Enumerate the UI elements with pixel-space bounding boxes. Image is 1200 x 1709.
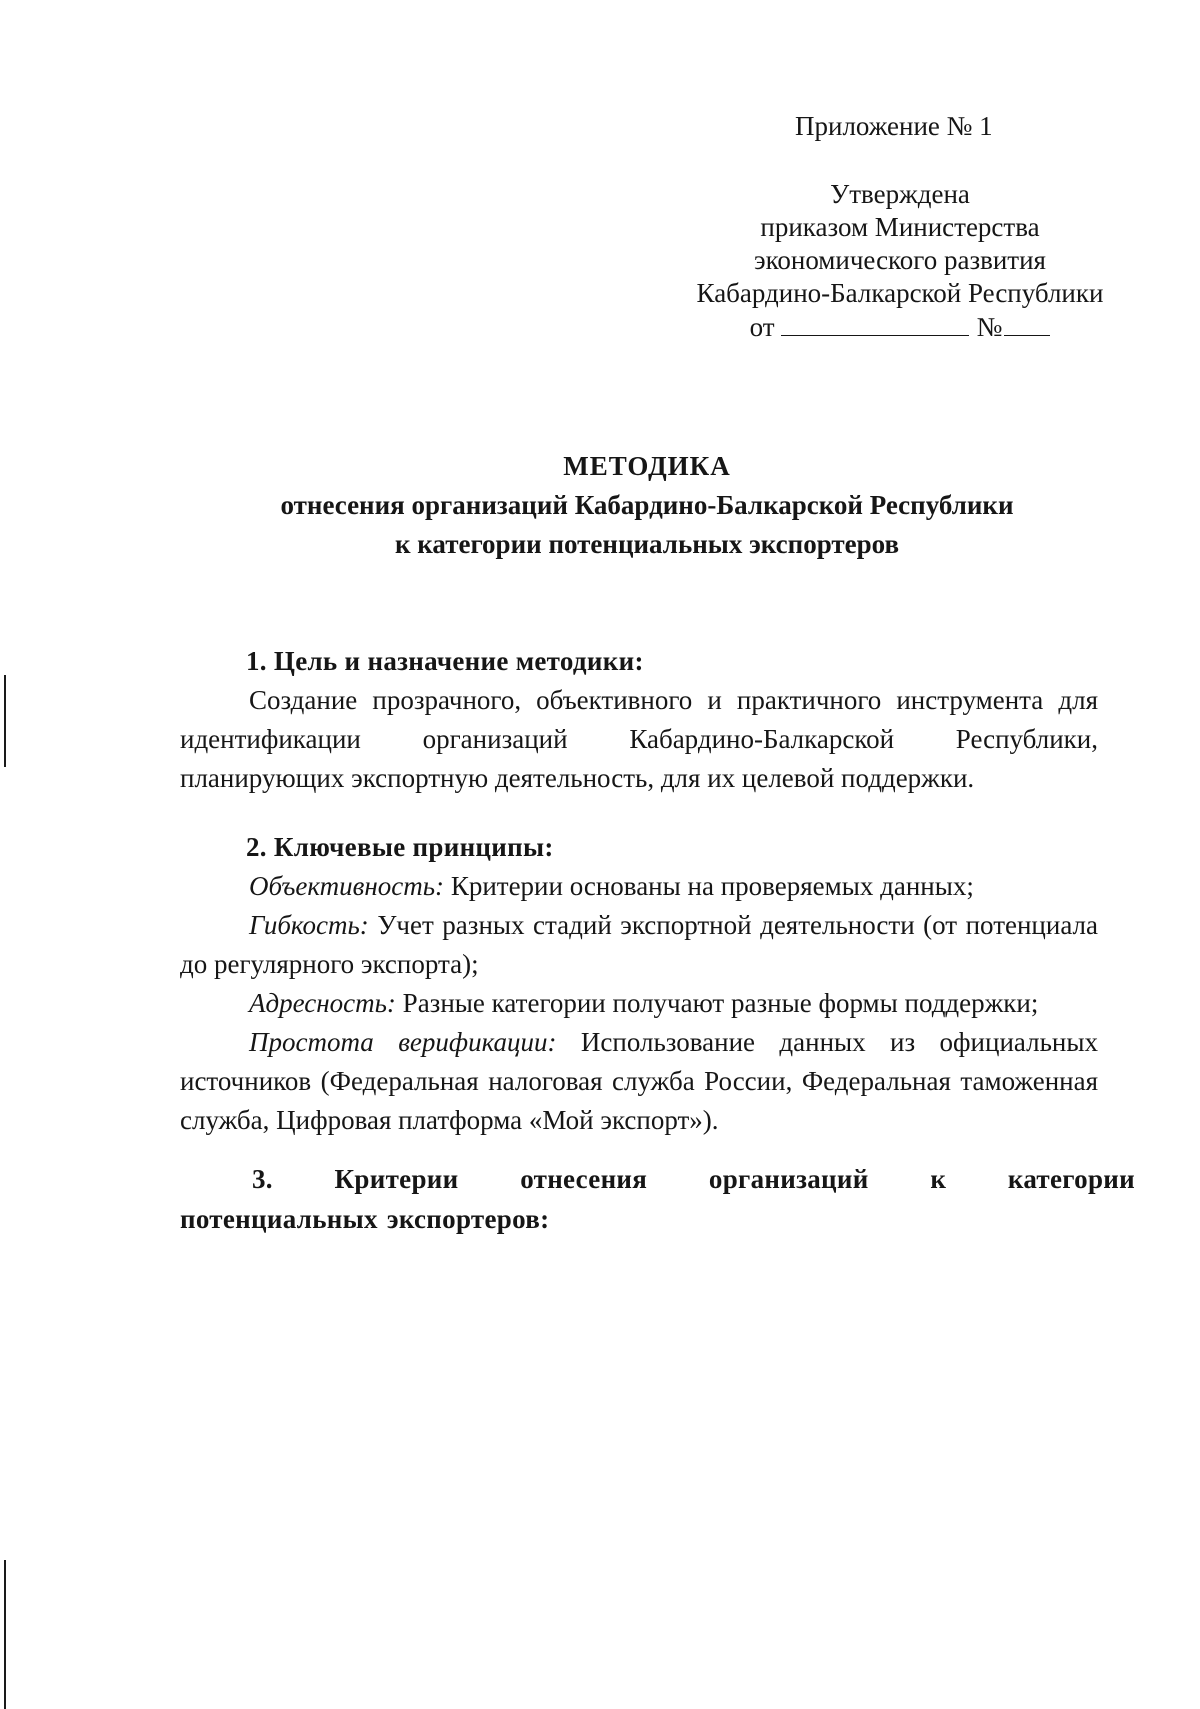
number-blank xyxy=(1004,313,1050,336)
section-purpose xyxy=(180,642,1098,798)
scan-edge-artifact xyxy=(4,675,6,767)
principle-text: Использование данных из официальных источников (Федеральная налоговая служба России, Федеральная таможенная служба, Цифровая платформа «Мой экспорт»). xyxy=(180,1027,1098,1135)
principle-text: Разные категории получают разные формы поддержки; xyxy=(402,988,1039,1018)
title-line-2: к категории потенциальных экспортеров xyxy=(394,529,900,559)
ministry-label: экономического развития xyxy=(754,245,1046,275)
section-heading: 1. Цель и назначение методики: xyxy=(246,646,644,676)
date-prefix: от xyxy=(749,312,775,342)
section-heading-line-2: потенциальных экспортеров: xyxy=(180,1204,550,1234)
section-paragraph: Создание прозрачного, объективного и практичного инструмента для идентификации организаций Кабардино-Балкарской Республики, планирующих экспортную деятельность, для их целевой поддержки. xyxy=(180,685,1098,793)
approval-stamp-text xyxy=(665,178,1135,344)
approved-label: Утверждена xyxy=(830,179,970,209)
scan-edge-artifact xyxy=(4,1560,6,1709)
principle-item xyxy=(180,906,1098,984)
section-principles xyxy=(180,828,1098,1140)
document-title xyxy=(160,447,1134,564)
section-heading: 2. Ключевые принципы: xyxy=(246,832,554,862)
by-order-label: приказом Министерства xyxy=(760,212,1040,242)
section-heading xyxy=(180,1159,1135,1239)
title-main: МЕТОДИКА xyxy=(563,451,731,481)
section-heading-line-1: 3. Критерии отнесения организаций к категории xyxy=(252,1164,1135,1194)
number-sign: № xyxy=(976,312,1003,342)
appendix-label: Приложение № 1 xyxy=(795,111,993,141)
principle-term: Гибкость: xyxy=(249,910,369,940)
principle-item xyxy=(180,984,1098,1023)
principle-term: Адресность: xyxy=(249,988,396,1018)
principle-text: Критерии основаны на проверяемых данных; xyxy=(450,871,974,901)
date-number-line xyxy=(665,311,1135,344)
republic-label: Кабардино-Балкарской Республики xyxy=(696,278,1104,308)
section-criteria xyxy=(180,1159,1135,1239)
principle-term: Простота верификации: xyxy=(249,1027,557,1057)
date-blank xyxy=(781,313,969,336)
title-line-1: отнесения организаций Кабардино-Балкарской Республики xyxy=(280,490,1014,520)
principle-item xyxy=(180,1023,1098,1140)
principle-item xyxy=(180,867,1098,906)
principle-text: Учет разных стадий экспортной деятельности (от потенциала до регулярного экспорта); xyxy=(180,910,1098,979)
principle-term: Объективность: xyxy=(249,871,445,901)
